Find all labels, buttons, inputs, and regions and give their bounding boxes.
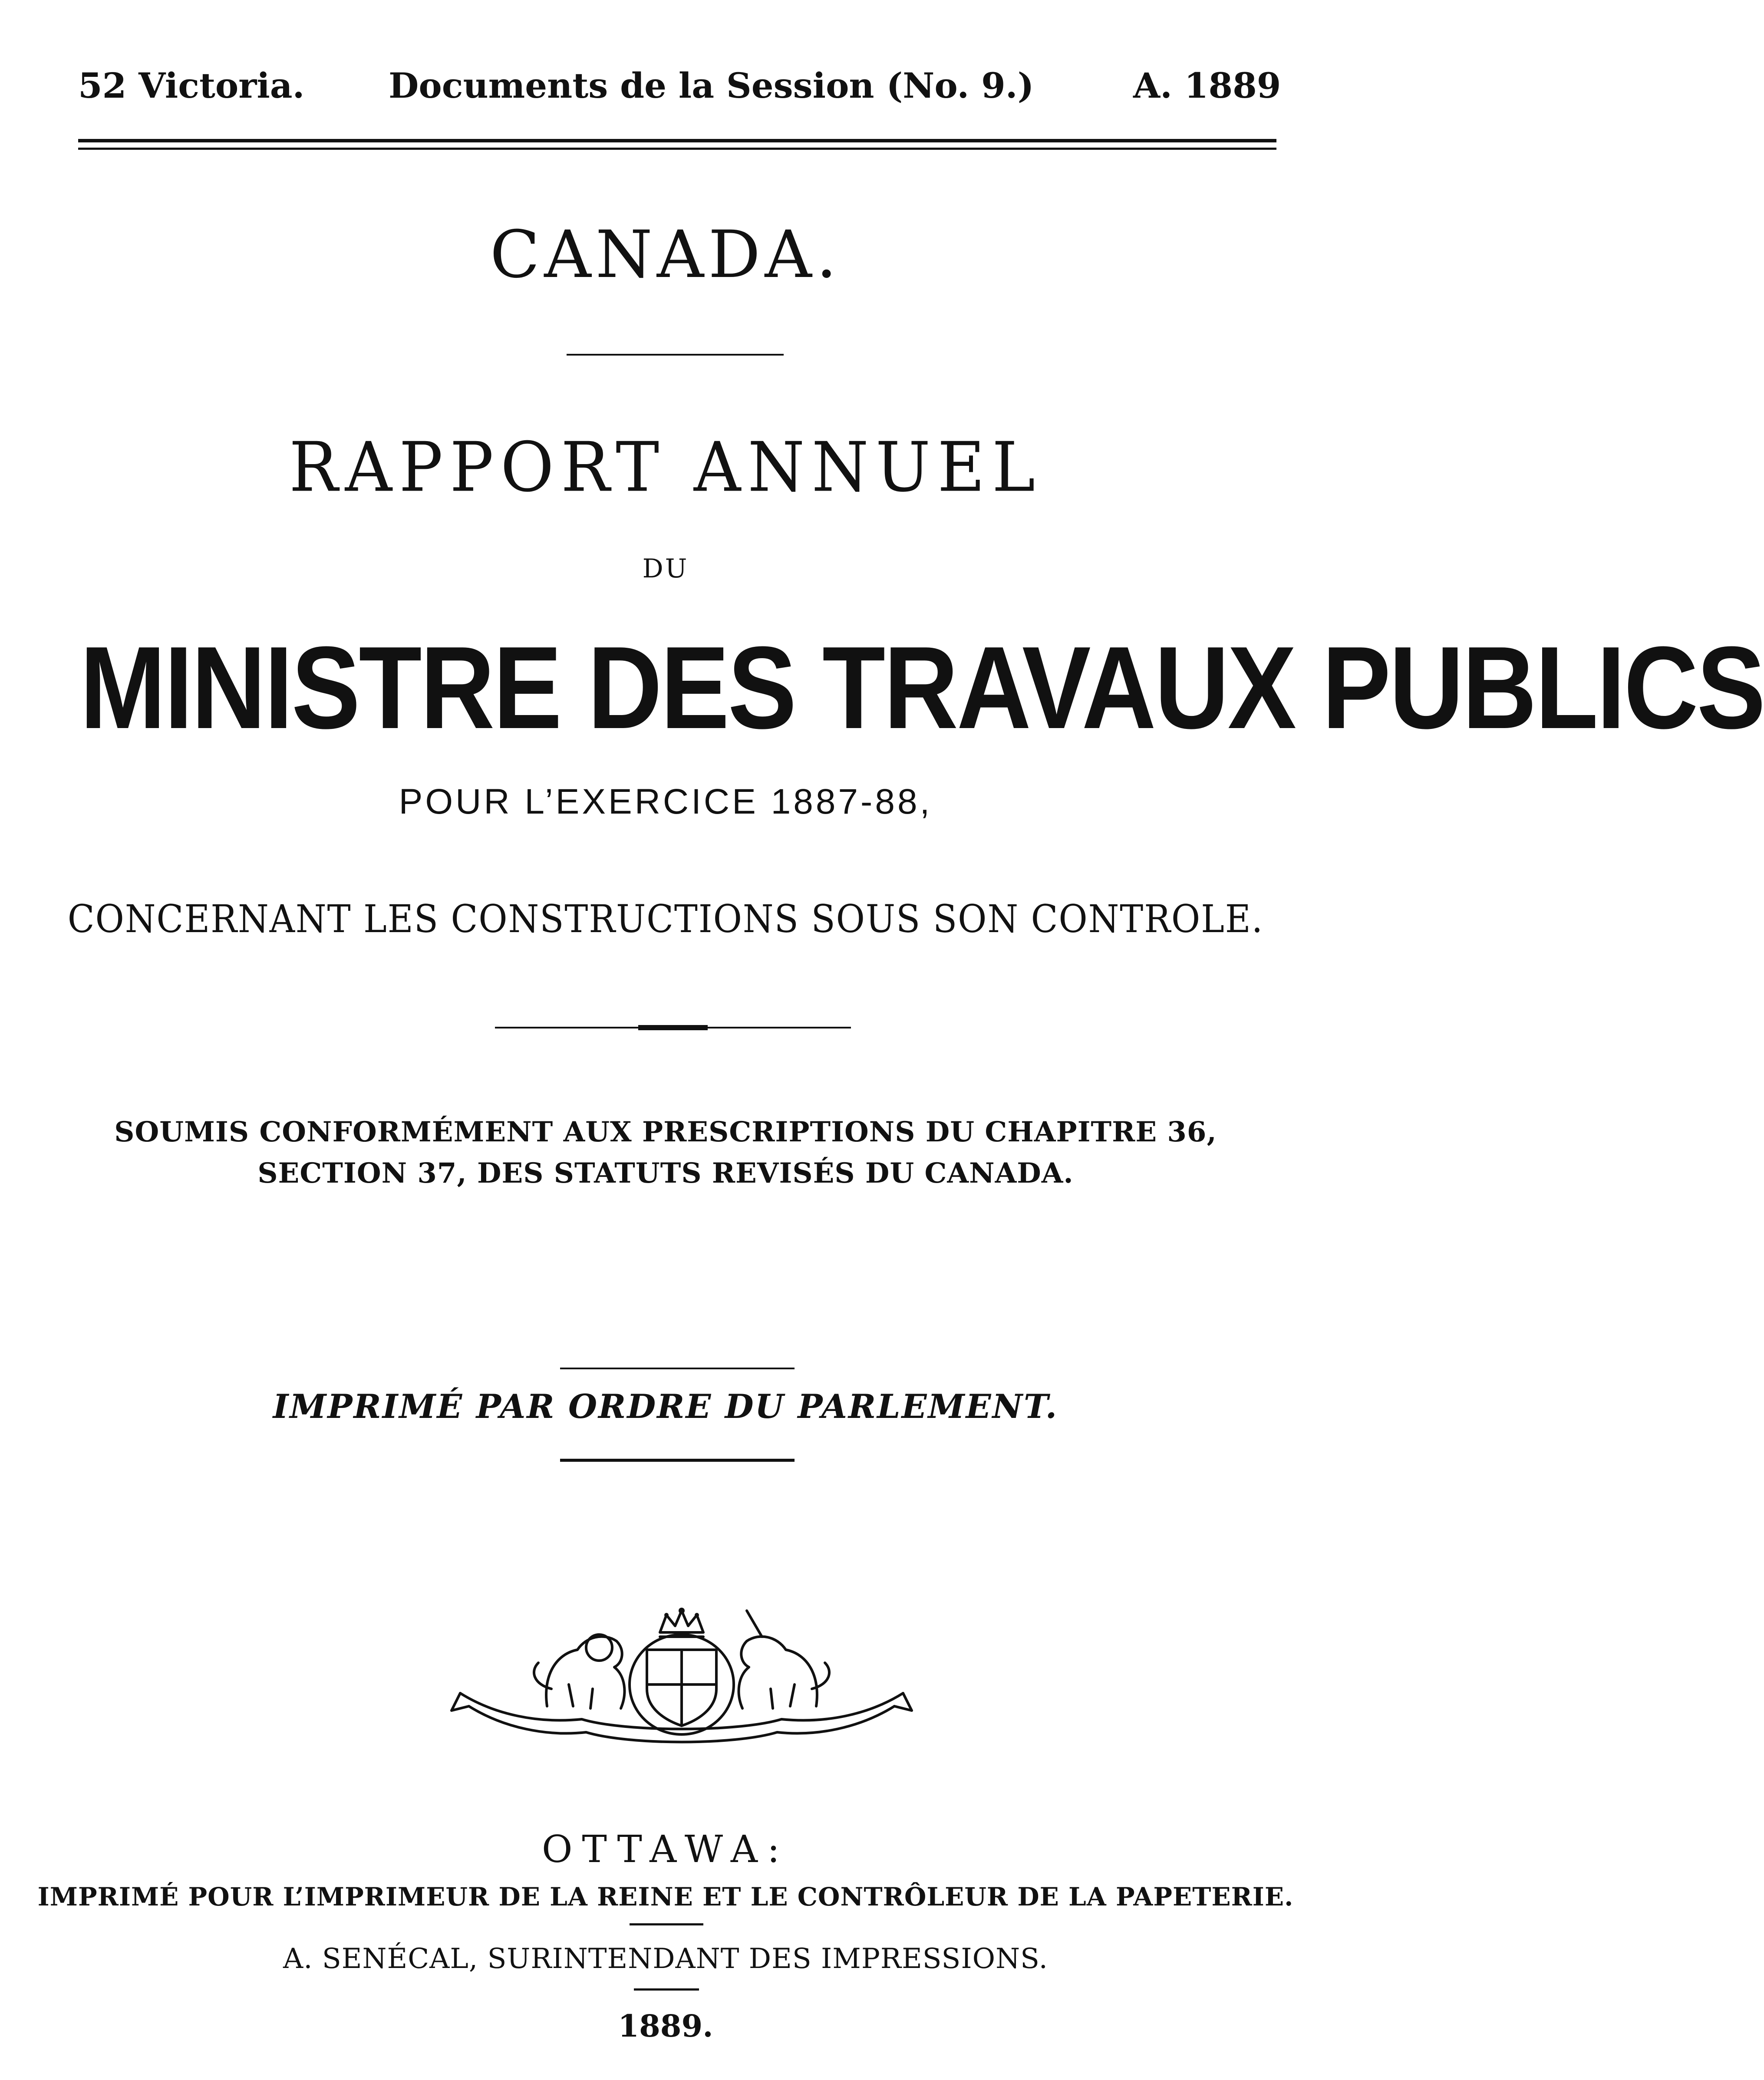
ministry-title: MINISTRE DES TRAVAUX PUBLICS	[79, 623, 1764, 753]
imprint-superintendent: A. SENÉCAL, SURINTENDANT DES IMPRESSIONS.	[283, 1943, 1048, 1975]
title-divider-rule	[567, 354, 784, 356]
scope-line: CONCERNANT LES CONSTRUCTIONS SOUS SON CONTROLE.	[67, 897, 1264, 941]
imprint-printer: IMPRIMÉ POUR L’IMPRIMEUR DE LA REINE ET LE CONTRÔLEUR DE LA PAPETERIE.	[37, 1882, 1294, 1912]
country-title: CANADA.	[490, 217, 841, 293]
submission-line-2: SECTION 37, DES STATUTS REVISÉS DU CANADA.	[257, 1157, 1074, 1190]
header-double-rule	[78, 139, 1276, 153]
report-connector: DU	[642, 554, 689, 584]
header-session-year: 52 Victoria.	[78, 65, 305, 106]
header-document-number: Documents de la Session (No. 9.)	[389, 65, 1034, 106]
imprint-rule-2	[634, 1988, 699, 1991]
submission-line-1: SOUMIS CONFORMÉMENT AUX PRESCRIPTIONS DU CHAPITRE 36,	[114, 1116, 1217, 1148]
printed-top-rule	[560, 1368, 795, 1369]
printed-bottom-rule	[560, 1459, 795, 1462]
report-title: RAPPORT ANNUEL	[289, 428, 1042, 508]
imprint-city: OTTAWA:	[542, 1828, 789, 1871]
printed-by-order: IMPRIMÉ PAR ORDRE DU PARLEMENT.	[273, 1387, 1058, 1426]
imprint-year: 1889.	[618, 2008, 713, 2044]
imprint-rule-1	[630, 1923, 703, 1925]
ornamental-divider-center	[638, 1025, 708, 1030]
fiscal-year-line: POUR L’EXERCICE 1887-88,	[399, 782, 933, 821]
royal-coat-of-arms-icon	[443, 1602, 920, 1745]
header-year: A. 1889	[1133, 65, 1281, 106]
